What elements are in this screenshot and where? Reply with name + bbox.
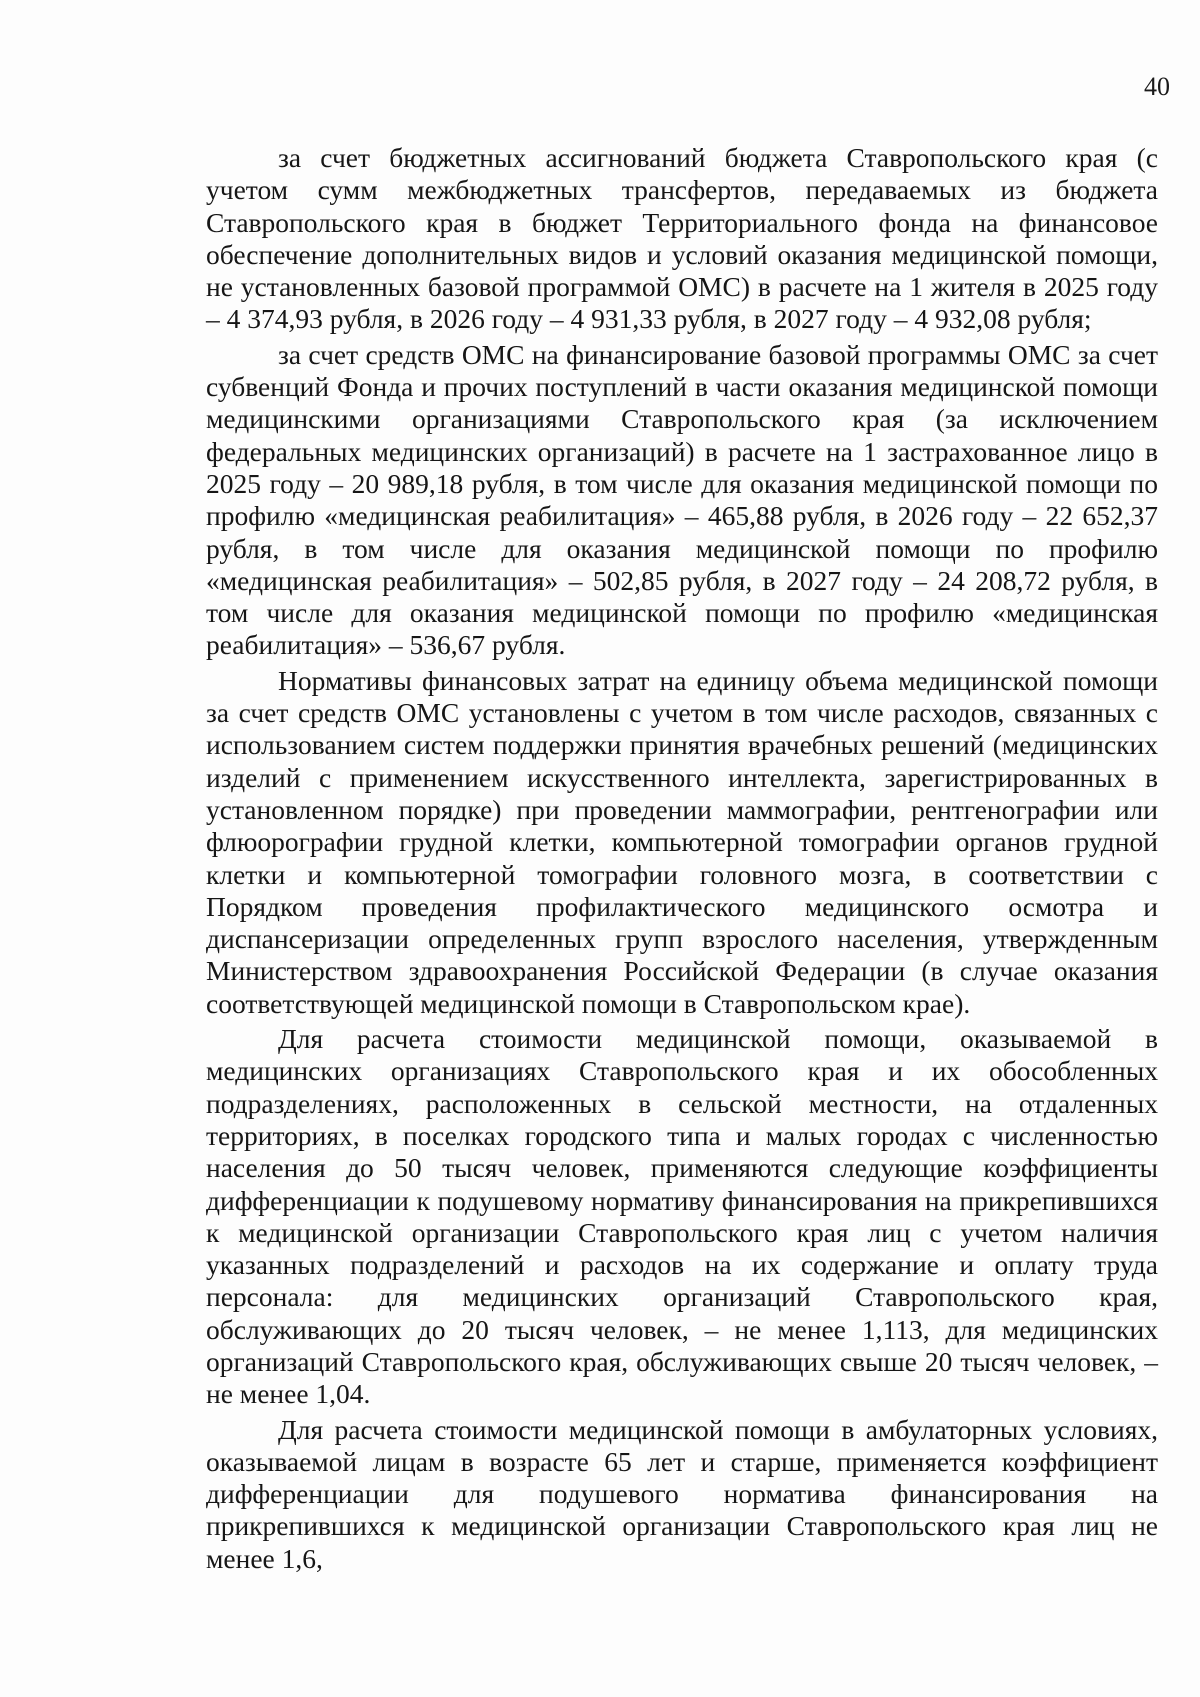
- paragraph-elderly-coefficient: Для расчета стоимости медицинской помощи в амбулаторных условиях, оказываемой лицам в возрасте 65 лет и старше, применяется коэффициент дифференциации для подушевого норматива финансирования на прикрепившихся к медицинской организации Ставропольского края лиц не менее 1,6,: [206, 1413, 1158, 1574]
- paragraph-cost-standards: Нормативы финансовых затрат на единицу объема медицинской помощи за счет средств ОМС установлены с учетом в том числе расходов, связанных с использованием систем поддержки принятия врачебных решений (медицинских изделий с применением искусственного интеллекта, зарегистрированных в установленном порядке) при проведении маммографии, рентгенографии или флюорографии грудной клетки, компьютерной томографии органов грудной клетки и компьютерной томографии головного мозга, в соответствии с Порядком проведения профилактического медицинского осмотра и диспансеризации определенных групп взрослого населения, утвержденным Министерством здравоохранения Российской Федерации (в случае оказания соответствующей медицинской помощи в Ставропольском крае).: [206, 664, 1158, 1019]
- document-body: [206, 142, 1158, 1575]
- paragraph-budget-allocations: за счет бюджетных ассигнований бюджета Ставропольского края (с учетом сумм межбюджетных трансфертов, передаваемых из бюджета Ставропольского края в бюджет Территориального фонда на финансовое обеспечение дополнительных видов и условий оказания медицинской помощи, не установленных базовой программой ОМС) в расчете на 1 жителя в 2025 году – 4 374,93 рубля, в 2026 году – 4 931,33 рубля, в 2027 году – 4 932,08 рубля;: [206, 142, 1158, 335]
- paragraph-oms-funding: за счет средств ОМС на финансирование базовой программы ОМС за счет субвенций Фонда и прочих поступлений в части оказания медицинской помощи медицинскими организациями Ставропольского края (за исключением федеральных медицинских организаций) в расчете на 1 застрахованное лицо в 2025 году – 20 989,18 рубля, в том числе для оказания медицинской помощи по профилю «медицинская реабилитация» – 465,88 рубля, в 2026 году – 22 652,37 рубля, в том числе для оказания медицинской помощи по профилю «медицинская реабилитация» – 502,85 рубля, в 2027 году – 24 208,72 рубля, в том числе для оказания медицинской помощи по профилю «медицинская реабилитация» – 536,67 рубля.: [206, 338, 1158, 661]
- page-number: 40: [1144, 72, 1170, 101]
- paragraph-differentiation-coefficients: Для расчета стоимости медицинской помощи, оказываемой в медицинских организациях Ставропольского края и их обособленных подразделениях, расположенных в сельской местности, на отдаленных территориях, в поселках городского типа и малых городах с численностью населения до 50 тысяч человек, применяются следующие коэффициенты дифференциации к подушевому нормативу финансирования на прикрепившихся к медицинской организации Ставропольского края лиц с учетом наличия указанных подразделений и расходов на их содержание и оплату труда персонала: для медицинских организаций Ставропольского края, обслуживающих до 20 тысяч человек, – не менее 1,113, для медицинских организаций Ставропольского края, обслуживающих свыше 20 тысяч человек, – не менее 1,04.: [206, 1023, 1158, 1410]
